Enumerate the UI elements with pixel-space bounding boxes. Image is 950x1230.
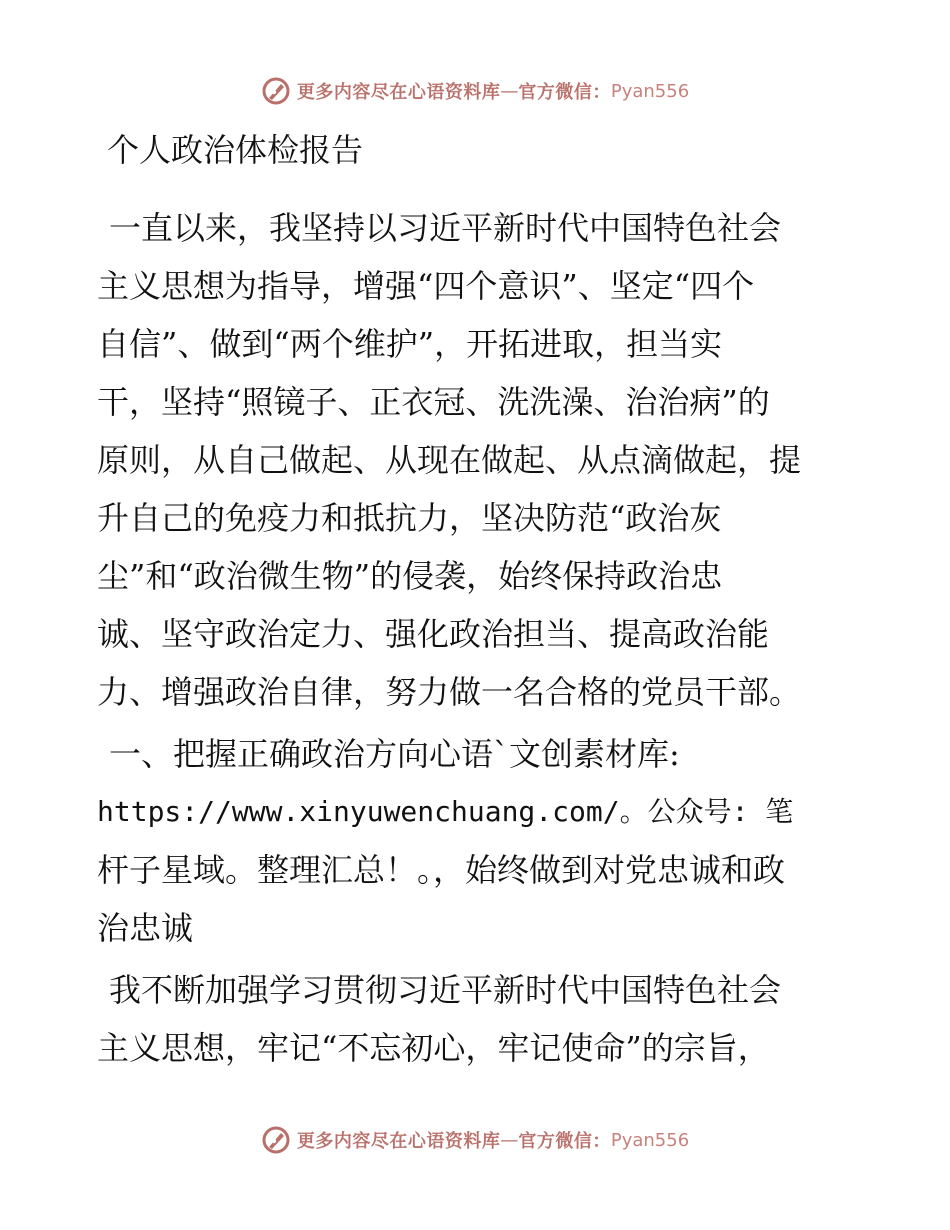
section-heading: 一、把握正确政治方向心语`文创素材库: <box>109 735 680 773</box>
watermark-dash: — <box>500 1129 519 1151</box>
footer-watermark <box>0 1120 950 1160</box>
paragraph-line: 力、增强政治自律，努力做一名合格的党员干部。 <box>97 673 802 711</box>
paragraph-line: 自信”、做到“两个维护”，开拓进取，担当实 <box>97 325 723 363</box>
paragraph-line: 一直以来，我坚持以习近平新时代中国特色社会 <box>109 209 782 247</box>
paragraph-line: 诚、坚守政治定力、强化政治担当、提高政治能 <box>97 615 770 653</box>
paragraph-2 <box>97 734 857 948</box>
paragraph-line: 主义思想，牢记“不忘初心，牢记使命”的宗旨， <box>97 1029 770 1067</box>
watermark-text: 更多内容尽在心语资料库 <box>296 1131 501 1152</box>
paragraph-line: 升自己的免疫力和抵抗力，坚决防范“政治灰 <box>97 499 722 537</box>
document-title: 个人政治体检报告 <box>107 131 364 169</box>
paragraph-line: 主义思想为指导，增强“四个意识”、坚定“四个 <box>97 267 755 305</box>
watermark-id: Pyan556 <box>610 80 690 102</box>
paragraph-3 <box>97 970 857 1068</box>
paragraph-line: 原则，从自己做起、从现在做起、从点滴做起，提 <box>97 441 802 479</box>
header-watermark <box>0 71 950 111</box>
pen-logo-icon <box>261 1125 291 1155</box>
paragraph-line-url: https://www.xinyuwenchuang.com/。公众号: 笔 <box>97 795 794 828</box>
paragraph-line: 尘”和“政治微生物”的侵袭，始终保持政治忠 <box>97 557 723 595</box>
document-body <box>97 122 857 1068</box>
watermark-official: 官方微信： <box>518 1131 611 1152</box>
paragraph-line: 杆子星域。整理汇总！。，始终做到对党忠诚和政 <box>97 851 786 889</box>
pen-logo-icon <box>261 76 291 106</box>
watermark-official: 官方微信： <box>518 82 611 103</box>
paragraph-line: 治忠诚 <box>97 909 194 947</box>
watermark-id: Pyan556 <box>610 1129 690 1151</box>
paragraph-line: 干，坚持“照镜子、正衣冠、洗洗澡、治治病”的 <box>97 383 770 421</box>
watermark-dash: — <box>500 80 519 102</box>
paragraph-1 <box>97 208 857 712</box>
paragraph-line: 我不断加强学习贯彻习近平新时代中国特色社会 <box>109 971 782 1009</box>
watermark-text: 更多内容尽在心语资料库 <box>296 82 501 103</box>
